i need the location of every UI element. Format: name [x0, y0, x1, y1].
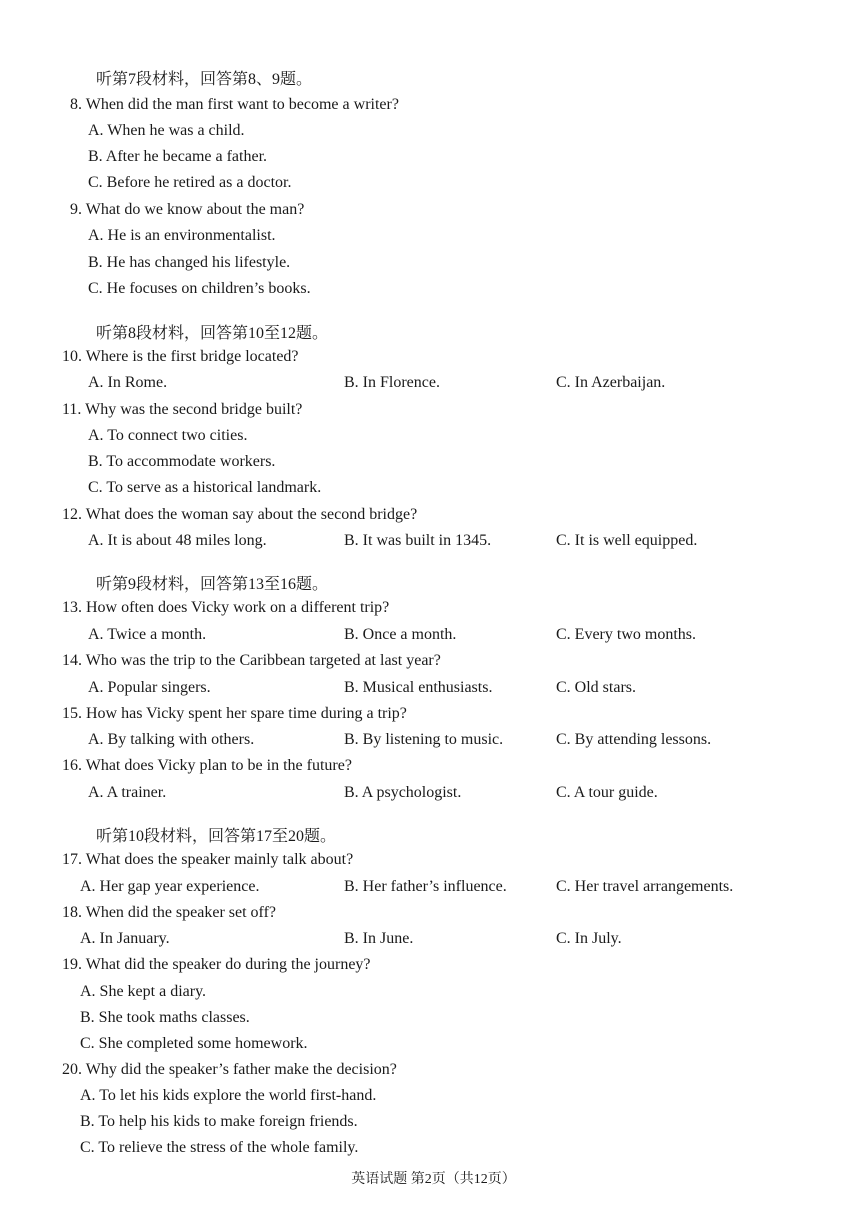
question-number: 9. — [70, 201, 82, 218]
question-stem — [62, 757, 352, 775]
section-heading: 听第7段材料，回答第8、9题。 — [96, 71, 313, 88]
question-number: 20. — [62, 1061, 82, 1078]
question-stem — [70, 201, 304, 219]
question-text: What do we know about the man? — [85, 201, 305, 218]
option-b: B. It was built in 1345. — [344, 532, 492, 549]
option-c: C. To relieve the stress of the whole family. — [80, 1139, 359, 1156]
question-stem — [62, 506, 417, 524]
option-a: A. To let his kids explore the world first-hand. — [80, 1087, 377, 1104]
option-a: A. She kept a diary. — [80, 983, 207, 1000]
option-c: C. In July. — [556, 930, 622, 947]
question-text: How often does Vicky work on a different trip? — [86, 599, 390, 616]
question-number: 10. — [62, 348, 82, 365]
option-a: A. Popular singers. — [88, 679, 211, 696]
question-number: 16. — [62, 757, 82, 774]
section-heading: 听第10段材料，回答第17至20题。 — [96, 828, 337, 845]
option-b: B. To accommodate workers. — [88, 453, 276, 470]
question-number: 11. — [62, 401, 82, 418]
option-b: B. To help his kids to make foreign friends. — [80, 1113, 358, 1130]
question-number: 13. — [62, 599, 82, 616]
option-b: B. She took maths classes. — [80, 1009, 250, 1026]
question-text: Where is the first bridge located? — [85, 348, 299, 365]
question-stem — [62, 956, 371, 974]
option-c: C. To serve as a historical landmark. — [88, 479, 322, 496]
question-text: What does Vicky plan to be in the future? — [85, 757, 352, 774]
question-number: 17. — [62, 851, 82, 868]
question-text: Why was the second bridge built? — [85, 401, 303, 418]
option-c: C. She completed some homework. — [80, 1035, 308, 1052]
option-b: B. After he became a father. — [88, 148, 268, 165]
option-b: B. Musical enthusiasts. — [344, 679, 493, 696]
question-text: When did the speaker set off? — [85, 904, 277, 921]
question-text: How has Vicky spent her spare time during a trip? — [86, 705, 407, 722]
question-stem — [70, 96, 399, 114]
question-stem — [62, 652, 441, 670]
option-a: A. He is an environmentalist. — [88, 227, 276, 244]
option-b: B. Once a month. — [344, 626, 457, 643]
question-number: 12. — [62, 506, 82, 523]
question-stem — [62, 1061, 397, 1079]
option-a: A. By talking with others. — [88, 731, 255, 748]
option-b: B. In Florence. — [344, 374, 440, 391]
question-number: 19. — [62, 956, 82, 973]
option-b: B. He has changed his lifestyle. — [88, 254, 291, 271]
option-c: C. Before he retired as a doctor. — [88, 174, 292, 191]
option-b: B. Her father’s influence. — [344, 878, 507, 895]
question-stem — [62, 904, 276, 922]
option-a: A. It is about 48 miles long. — [88, 532, 267, 549]
option-a: A. Her gap year experience. — [80, 878, 260, 895]
question-stem — [62, 851, 353, 869]
option-a: A. In January. — [80, 930, 170, 947]
question-text: Why did the speaker’s father make the decision? — [85, 1061, 397, 1078]
question-stem — [62, 599, 389, 617]
section-heading: 听第9段材料，回答第13至16题。 — [96, 576, 329, 593]
question-stem — [62, 348, 299, 366]
question-text: What did the speaker do during the journey? — [85, 956, 371, 973]
option-a: A. Twice a month. — [88, 626, 207, 643]
question-number: 8. — [70, 96, 82, 113]
question-text: What does the woman say about the second bridge? — [85, 506, 418, 523]
option-c: C. It is well equipped. — [556, 532, 698, 549]
question-text: Who was the trip to the Caribbean targeted at last year? — [85, 652, 441, 669]
option-b: B. In June. — [344, 930, 414, 947]
option-b: B. By listening to music. — [344, 731, 504, 748]
option-c: C. Old stars. — [556, 679, 636, 696]
question-text: What does the speaker mainly talk about? — [85, 851, 354, 868]
option-a: A. In Rome. — [88, 374, 168, 391]
option-a: A. When he was a child. — [88, 122, 245, 139]
option-c: C. Every two months. — [556, 626, 696, 643]
option-b: B. A psychologist. — [344, 784, 462, 801]
option-c: C. In Azerbaijan. — [556, 374, 666, 391]
question-number: 15. — [62, 705, 82, 722]
question-number: 14. — [62, 652, 82, 669]
question-text: When did the man first want to become a writer? — [85, 96, 399, 113]
option-c: C. He focuses on children’s books. — [88, 280, 311, 297]
question-stem — [62, 401, 302, 419]
option-a: A. To connect two cities. — [88, 427, 248, 444]
option-a: A. A trainer. — [88, 784, 167, 801]
page-footer: 英语试题 第2页（共12页） — [351, 1172, 516, 1187]
question-number: 18. — [62, 904, 82, 921]
section-heading: 听第8段材料，回答第10至12题。 — [96, 325, 329, 342]
option-c: C. By attending lessons. — [556, 731, 712, 748]
question-stem — [62, 705, 407, 723]
option-c: C. Her travel arrangements. — [556, 878, 734, 895]
option-c: C. A tour guide. — [556, 784, 658, 801]
